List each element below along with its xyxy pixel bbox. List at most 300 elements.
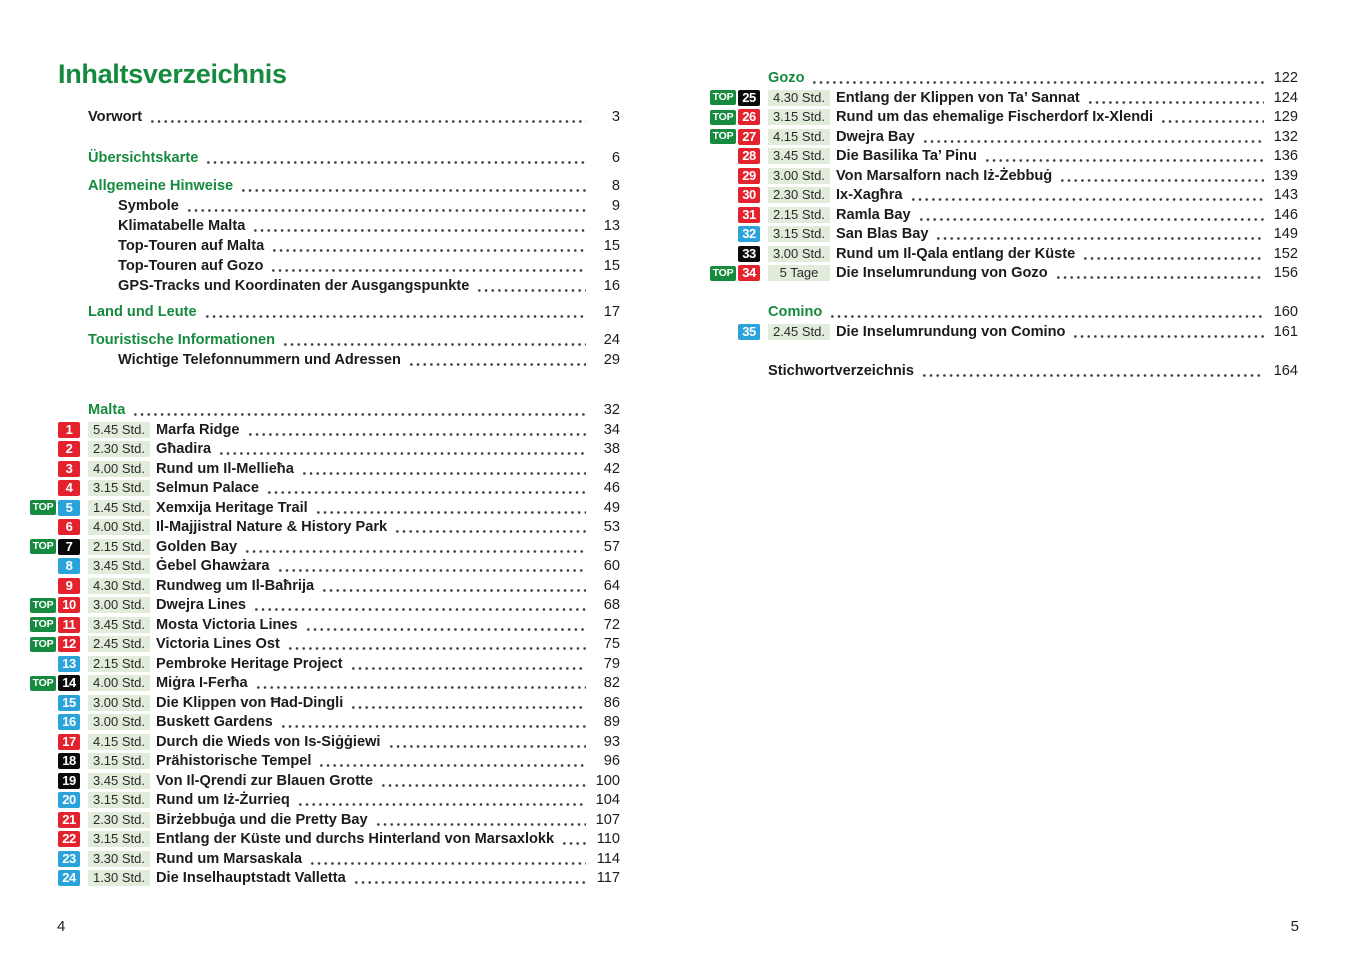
tour-number-badge: 31	[738, 207, 760, 223]
duration-box: 3.30 Std.	[88, 851, 150, 867]
tour-number-badge: 21	[58, 812, 80, 828]
tour-number-badge: 34	[738, 265, 760, 281]
duration-box: 4.15 Std.	[88, 734, 150, 750]
top-badge-slot	[710, 188, 736, 203]
toc-entry-row	[118, 216, 620, 236]
dot-leader	[1160, 108, 1264, 128]
tour-title: Ġebel Ghawżara	[156, 558, 270, 575]
toc-entry-row	[768, 68, 1298, 88]
top-badge: TOP	[30, 539, 56, 554]
dot-leader	[301, 459, 586, 479]
dot-leader	[918, 205, 1264, 225]
dot-leader	[408, 350, 586, 370]
duration-box: 2.15 Std.	[88, 656, 150, 672]
dot-leader	[829, 302, 1264, 322]
toc-entry-row	[88, 176, 620, 196]
toc-entry-label: Übersichtskarte	[88, 150, 199, 166]
dot-leader	[305, 615, 586, 635]
dot-leader	[287, 635, 586, 655]
tour-number-badge: 3	[58, 461, 80, 477]
tour-number-badge: 18	[58, 753, 80, 769]
page-ref: 38	[603, 441, 620, 458]
tour-number-badge: 32	[738, 226, 760, 242]
dot-leader	[561, 830, 586, 850]
tour-title: Rund um Iż-Żurrieq	[156, 792, 290, 809]
tour-row	[710, 108, 1298, 128]
top-badge-slot	[30, 695, 56, 710]
duration-box: 3.00 Std.	[88, 597, 150, 613]
dot-leader	[350, 693, 586, 713]
tour-number-badge: 28	[738, 148, 760, 164]
dot-leader	[921, 361, 1264, 381]
page-ref: 8	[611, 178, 620, 194]
tour-title: Birżebbuġa und die Pretty Bay	[156, 811, 368, 828]
dot-leader	[282, 330, 586, 350]
top-badge: TOP	[30, 637, 56, 652]
page-ref: 42	[603, 460, 620, 477]
top-badge-slot	[30, 871, 56, 886]
dot-leader	[1072, 322, 1264, 342]
toc-entry-row	[768, 361, 1298, 381]
page-ref: 164	[1273, 362, 1298, 379]
tour-row	[30, 518, 620, 538]
toc-entry-label: Gozo	[768, 70, 805, 86]
dot-leader	[476, 276, 586, 296]
tour-title: Rund um Il-Mellieħa	[156, 460, 294, 477]
tour-title: Rund um Marsaskala	[156, 850, 302, 867]
tour-title: Von Il-Qrendi zur Blauen Grotte	[156, 772, 374, 789]
duration-box: 1.45 Std.	[88, 500, 150, 516]
tour-row	[30, 752, 620, 772]
page-ref: 13	[603, 218, 620, 234]
dot-leader	[266, 479, 586, 499]
top-badge-slot	[30, 578, 56, 593]
page-ref: 57	[603, 538, 620, 555]
toc-entry-label: Top-Touren auf Malta	[118, 238, 265, 254]
page-ref: 72	[603, 616, 620, 633]
page-ref: 24	[603, 332, 620, 348]
top-badge-slot	[710, 129, 736, 144]
right-page	[710, 68, 1298, 381]
tour-row	[30, 810, 620, 830]
top-badge-slot	[30, 734, 56, 749]
tour-title: San Blas Bay	[836, 226, 929, 243]
tour-row	[710, 225, 1298, 245]
duration-box: 5.45 Std.	[88, 422, 150, 438]
top-badge-slot	[710, 149, 736, 164]
tour-number-badge: 19	[58, 773, 80, 789]
tour-title: Għadira	[156, 441, 212, 458]
duration-box: 2.45 Std.	[88, 636, 150, 652]
tour-row	[30, 420, 620, 440]
tour-title: Prähistorische Tempel	[156, 753, 312, 770]
tour-number-badge: 1	[58, 422, 80, 438]
page-ref: 124	[1273, 89, 1298, 106]
toc-entry-row	[118, 256, 620, 276]
tour-title: Victoria Lines Ost	[156, 636, 280, 653]
tour-row	[710, 147, 1298, 167]
top-badge-slot	[30, 773, 56, 788]
duration-box: 2.30 Std.	[768, 187, 830, 203]
tour-row	[30, 869, 620, 889]
duration-box: 3.15 Std.	[88, 792, 150, 808]
dot-leader	[218, 440, 586, 460]
page-ref: 100	[595, 772, 620, 789]
toc-entry-row	[88, 400, 620, 420]
toc-entry-label: Allgemeine Hinweise	[88, 178, 234, 194]
top-badge-slot	[30, 442, 56, 457]
tour-number-badge: 9	[58, 578, 80, 594]
top-badge-slot	[710, 227, 736, 242]
duration-box: 4.30 Std.	[88, 578, 150, 594]
page-ref: 17	[603, 304, 620, 320]
tour-row	[30, 830, 620, 850]
tour-number-badge: 13	[58, 656, 80, 672]
page-ref: 64	[603, 577, 620, 594]
tour-number-badge: 20	[58, 792, 80, 808]
dot-leader	[240, 176, 586, 196]
tour-row	[30, 674, 620, 694]
tour-row	[30, 713, 620, 733]
page-ref: 32	[603, 402, 620, 418]
tour-row	[30, 576, 620, 596]
duration-box: 3.00 Std.	[88, 695, 150, 711]
dot-leader	[380, 771, 586, 791]
page-ref: 149	[1273, 226, 1298, 243]
page-ref: 6	[611, 150, 620, 166]
toc-entry-label: Touristische Informationen	[88, 332, 276, 348]
tour-row	[30, 440, 620, 460]
dot-leader	[935, 225, 1264, 245]
tour-row	[30, 557, 620, 577]
toc-entry-row	[88, 148, 620, 168]
page-ref: 34	[603, 421, 620, 438]
tour-title: Von Marsalforn nach Iż-Żebbuġ	[836, 167, 1053, 184]
tour-title: Buskett Gardens	[156, 714, 273, 731]
tour-row	[30, 771, 620, 791]
tour-title: Miġra I-Ferħa	[156, 675, 248, 692]
top-badge: TOP	[30, 500, 56, 515]
dot-leader	[255, 674, 586, 694]
page-ref: 110	[596, 831, 620, 848]
top-badge: TOP	[710, 110, 736, 125]
top-badge-slot	[30, 481, 56, 496]
tour-row	[710, 264, 1298, 284]
duration-box: 2.15 Std.	[768, 207, 830, 223]
page-ref: 60	[603, 558, 620, 575]
tour-number-badge: 7	[58, 539, 80, 555]
top-badge-slot	[30, 793, 56, 808]
tour-number-badge: 12	[58, 636, 80, 652]
tour-number-badge: 11	[58, 617, 80, 633]
page-ref: 152	[1273, 245, 1298, 262]
top-badge-slot	[30, 617, 56, 632]
tour-number-badge: 17	[58, 734, 80, 750]
page-ref: 3	[611, 109, 620, 125]
top-badge-slot	[30, 539, 56, 554]
top-badge-slot	[710, 246, 736, 261]
tour-title: Golden Bay	[156, 538, 238, 555]
page-ref: 139	[1273, 167, 1298, 184]
top-badge-slot	[710, 90, 736, 105]
top-badge-slot	[30, 851, 56, 866]
page-ref: 132	[1273, 128, 1298, 145]
page-ref: 136	[1273, 148, 1298, 165]
right-contents-list	[710, 68, 1298, 381]
tour-row	[30, 479, 620, 499]
tour-title: Ix-Xagħra	[836, 187, 903, 204]
dot-leader	[321, 576, 586, 596]
tour-title: Die Basilika Ta’ Pinu	[836, 148, 977, 165]
duration-box: 2.15 Std.	[88, 539, 150, 555]
dot-leader	[1059, 166, 1264, 186]
page-ref: 93	[603, 733, 620, 750]
duration-box: 4.00 Std.	[88, 675, 150, 691]
dot-leader	[252, 216, 586, 236]
page-ref: 156	[1273, 265, 1298, 282]
dot-leader	[277, 557, 586, 577]
page-ref: 75	[603, 636, 620, 653]
tour-number-badge: 14	[58, 675, 80, 691]
dot-leader	[394, 518, 586, 538]
duration-box: 3.45 Std.	[88, 558, 150, 574]
toc-entry-row	[768, 302, 1298, 322]
page-ref: 16	[603, 278, 620, 294]
toc-entry-label: Wichtige Telefonnummern und Adressen	[118, 352, 401, 368]
duration-box: 3.00 Std.	[768, 246, 830, 262]
tour-number-badge: 15	[58, 695, 80, 711]
page-ref: 53	[603, 519, 620, 536]
top-badge-slot	[30, 637, 56, 652]
top-badge-slot	[30, 754, 56, 769]
dot-leader	[315, 498, 586, 518]
toc-entry-row	[118, 236, 620, 256]
tour-title: Ramla Bay	[836, 206, 911, 223]
page-ref: 104	[595, 792, 620, 809]
tour-number-badge: 23	[58, 851, 80, 867]
duration-box: 3.15 Std.	[88, 753, 150, 769]
top-badge: TOP	[30, 676, 56, 691]
tour-row	[30, 654, 620, 674]
dot-leader	[1087, 88, 1264, 108]
page-number-right: 5	[1290, 918, 1299, 935]
tour-title: Rund um Il-Qala entlang der Küste	[836, 245, 1076, 262]
tour-title: Die Klippen von Ħad-Dingli	[156, 694, 344, 711]
page-ref: 161	[1273, 323, 1298, 340]
top-badge-slot	[710, 266, 736, 281]
tour-number-badge: 10	[58, 597, 80, 613]
dot-leader	[811, 68, 1264, 88]
page-title: Inhaltsverzeichnis	[58, 59, 287, 89]
top-badge: TOP	[710, 90, 736, 105]
page-ref: 160	[1273, 304, 1298, 320]
toc-entry-label: Top-Touren auf Gozo	[118, 258, 264, 274]
top-badge-slot	[30, 500, 56, 515]
duration-box: 3.45 Std.	[768, 148, 830, 164]
toc-entry-label: Stichwortverzeichnis	[768, 362, 914, 379]
toc-entry-row	[88, 107, 620, 127]
page-ref: 96	[603, 753, 620, 770]
tour-title: Die Inselumrundung von Comino	[836, 323, 1066, 340]
duration-box: 2.30 Std.	[88, 441, 150, 457]
page-ref: 68	[603, 597, 620, 614]
duration-box: 5 Tage	[768, 265, 830, 281]
tour-title: Durch die Wieds von Is-Siġġiewi	[156, 733, 381, 750]
top-badge-slot	[710, 324, 736, 339]
top-badge: TOP	[30, 617, 56, 632]
tour-title: Il-Majjistral Nature & History Park	[156, 519, 388, 536]
duration-box: 3.45 Std.	[88, 773, 150, 789]
tour-title: Marfa Ridge	[156, 421, 240, 438]
top-badge-slot	[710, 110, 736, 125]
tour-number-badge: 35	[738, 324, 760, 340]
dot-leader	[353, 869, 586, 889]
tour-title: Dwejra Lines	[156, 597, 247, 614]
dot-leader	[205, 148, 586, 168]
tour-row	[30, 615, 620, 635]
dot-leader	[247, 420, 586, 440]
top-badge: TOP	[710, 129, 736, 144]
page-ref: 129	[1273, 109, 1298, 126]
dot-leader	[984, 147, 1264, 167]
tour-row	[30, 459, 620, 479]
duration-box: 3.45 Std.	[88, 617, 150, 633]
duration-box: 3.15 Std.	[88, 480, 150, 496]
toc-entry-row	[118, 196, 620, 216]
page-ref: 82	[603, 675, 620, 692]
tour-title: Die Inselumrundung von Gozo	[836, 265, 1048, 282]
tour-title: Dwejra Bay	[836, 128, 915, 145]
top-badge-slot	[30, 598, 56, 613]
duration-box: 4.00 Std.	[88, 519, 150, 535]
top-badge: TOP	[710, 266, 736, 281]
toc-entry-label: GPS-Tracks und Koordinaten der Ausgangspunkte	[118, 278, 470, 294]
tour-title: Pembroke Heritage Project	[156, 655, 343, 672]
dot-leader	[910, 186, 1264, 206]
top-badge-slot	[30, 461, 56, 476]
page-ref: 86	[603, 694, 620, 711]
top-badge-slot	[30, 812, 56, 827]
tour-row	[710, 244, 1298, 264]
page-ref: 46	[603, 480, 620, 497]
tour-row	[710, 88, 1298, 108]
tour-row	[30, 849, 620, 869]
toc-entry-label: Vorwort	[88, 109, 143, 125]
duration-box: 2.30 Std.	[88, 812, 150, 828]
top-badge-slot	[30, 676, 56, 691]
tour-number-badge: 5	[58, 500, 80, 516]
tour-title: Rundweg um Il-Baħrija	[156, 577, 315, 594]
tour-title: Entlang der Klippen von Ta’ Sannat	[836, 89, 1080, 106]
page-ref: 15	[603, 238, 620, 254]
dot-leader	[253, 596, 586, 616]
page-ref: 79	[603, 655, 620, 672]
tour-number-badge: 6	[58, 519, 80, 535]
top-badge-slot	[710, 168, 736, 183]
page-ref: 117	[596, 870, 620, 887]
dot-leader	[132, 400, 586, 420]
toc-entry-row	[118, 276, 620, 296]
tour-row	[710, 186, 1298, 206]
dot-leader	[922, 127, 1264, 147]
dot-leader	[149, 107, 586, 127]
page-ref: 122	[1273, 70, 1298, 86]
tour-number-badge: 29	[738, 168, 760, 184]
page-ref: 143	[1273, 187, 1298, 204]
toc-entry-row	[88, 330, 620, 350]
top-badge-slot	[30, 559, 56, 574]
toc-entry-label: Symbole	[118, 198, 179, 214]
tour-title: Die Inselhauptstadt Valletta	[156, 870, 346, 887]
page-ref: 29	[603, 352, 620, 368]
dot-leader	[350, 654, 586, 674]
tour-row	[710, 166, 1298, 186]
dot-leader	[375, 810, 586, 830]
page-ref: 107	[595, 811, 620, 828]
duration-box: 3.15 Std.	[768, 109, 830, 125]
dot-leader	[388, 732, 587, 752]
toc-entry-row	[88, 302, 620, 322]
tour-number-badge: 25	[738, 90, 760, 106]
tour-row	[30, 596, 620, 616]
left-page	[30, 58, 620, 888]
duration-box: 2.45 Std.	[768, 324, 830, 340]
tour-title: Selmun Palace	[156, 480, 260, 497]
toc-entry-label: Land und Leute	[88, 304, 197, 320]
tour-title: Mosta Victoria Lines	[156, 616, 298, 633]
tour-number-badge: 30	[738, 187, 760, 203]
page-ref: 9	[611, 198, 620, 214]
page-ref: 15	[603, 258, 620, 274]
tour-row	[30, 693, 620, 713]
tour-title: Xemxija Heritage Trail	[156, 499, 308, 516]
tour-number-badge: 24	[58, 870, 80, 886]
tour-number-badge: 27	[738, 129, 760, 145]
duration-box: 3.00 Std.	[88, 714, 150, 730]
duration-box: 1.30 Std.	[88, 870, 150, 886]
dot-leader	[186, 196, 586, 216]
tour-number-badge: 4	[58, 480, 80, 496]
tour-row	[710, 205, 1298, 225]
dot-leader	[318, 752, 586, 772]
tour-row	[30, 498, 620, 518]
duration-box: 3.15 Std.	[88, 831, 150, 847]
tour-number-badge: 2	[58, 441, 80, 457]
tour-row	[30, 635, 620, 655]
top-badge-slot	[710, 207, 736, 222]
page-ref: 146	[1273, 206, 1298, 223]
dot-leader	[244, 537, 586, 557]
top-badge-slot	[30, 656, 56, 671]
page-ref: 114	[596, 850, 620, 867]
tour-row	[30, 732, 620, 752]
top-badge-slot	[30, 715, 56, 730]
dot-leader	[1055, 264, 1264, 284]
page-ref: 89	[603, 714, 620, 731]
dot-leader	[271, 236, 586, 256]
toc-entry-label: Klimatabelle Malta	[118, 218, 246, 234]
left-contents-list	[30, 107, 620, 888]
toc-entry-row	[118, 350, 620, 370]
dot-leader	[1082, 244, 1264, 264]
duration-box: 3.00 Std.	[768, 168, 830, 184]
dot-leader	[270, 256, 586, 276]
tour-row	[710, 322, 1298, 342]
tour-row	[30, 537, 620, 557]
top-badge-slot	[30, 832, 56, 847]
tour-title: Entlang der Küste und durchs Hinterland von Marsaxlokk	[156, 831, 555, 848]
dot-leader	[280, 713, 586, 733]
